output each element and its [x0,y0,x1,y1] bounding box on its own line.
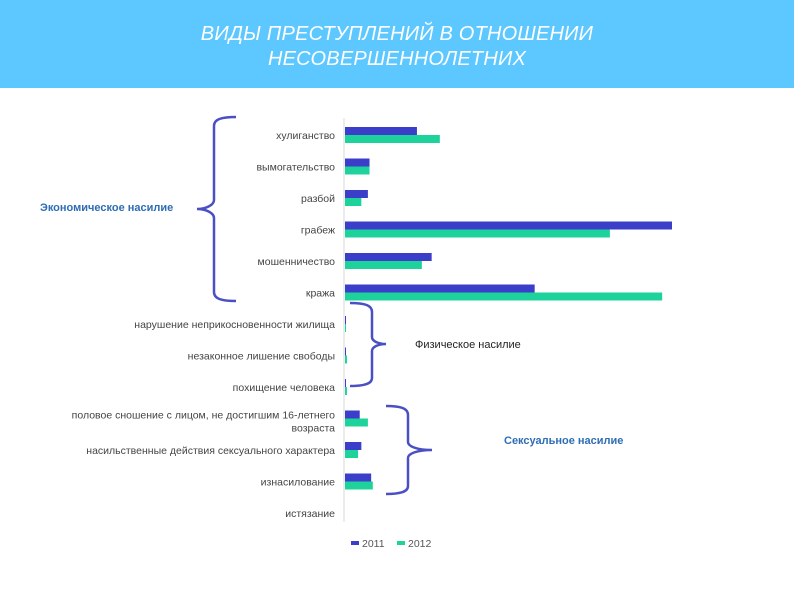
category-label: хулиганство [276,130,335,142]
bar-2012 [345,387,347,395]
bar-2011 [345,379,346,387]
category-label: половое сношение с лицом, не достигшим 16-летнего [71,409,335,422]
category-label: незаконное лишение свободы [187,350,335,363]
bar-2011 [345,316,346,324]
bar-2011 [345,285,535,293]
legend [351,538,432,550]
category-label: грабеж [300,224,335,237]
bar-2012 [345,419,368,427]
title-line-1: ВИДЫ ПРЕСТУПЛЕНИЙ В ОТНОШЕНИИ [200,23,594,45]
category-label: возраста [291,422,335,435]
legend-label-2012: 2012 [408,538,432,550]
bar-2011 [345,127,417,135]
bar-2012 [345,482,373,490]
category-label: разбой [301,193,335,205]
category-label: мошенничество [257,256,335,268]
bar-2012 [345,293,662,301]
bar-2011 [345,159,370,167]
bar-2011 [345,222,672,230]
bar-2012 [345,198,361,206]
sexual-group-label: Сексуальное насилие [504,435,624,447]
category-label: похищение человека [232,382,335,394]
category-label: истязание [285,508,335,520]
category-label: вымогательство [256,161,335,174]
bar-2012 [345,230,610,238]
legend-swatch-2011 [351,541,359,545]
bar-2012 [345,324,346,332]
category-label: насильственные действия сексуального характера [86,445,335,457]
bar-2011 [345,348,346,356]
bar-2011 [345,442,361,450]
category-label: нарушение неприкосновенности жилища [134,319,335,331]
category-label: изнасилование [260,476,335,489]
bar-2011 [345,253,432,261]
bar-2012 [345,261,422,269]
bar-2012 [345,450,358,458]
bar-2011 [345,411,360,419]
bar-2012 [345,167,370,175]
legend-swatch-2012 [397,541,405,545]
economic-bracket [197,117,236,301]
physical-bracket [350,303,386,386]
legend-label-2011: 2011 [362,538,385,550]
bar-2011 [345,474,371,482]
category-label: кража [305,287,335,300]
economic-group-label: Экономическое насилие [40,202,174,214]
physical-group-label: Физическое насилие [415,339,521,351]
bar-2012 [345,356,347,364]
category-labels [72,130,336,520]
sexual-bracket [386,406,432,494]
bar-2011 [345,190,368,198]
title-line-2: НЕСОВЕРШЕННОЛЕТНИХ [267,48,527,70]
bar-2012 [345,135,440,143]
